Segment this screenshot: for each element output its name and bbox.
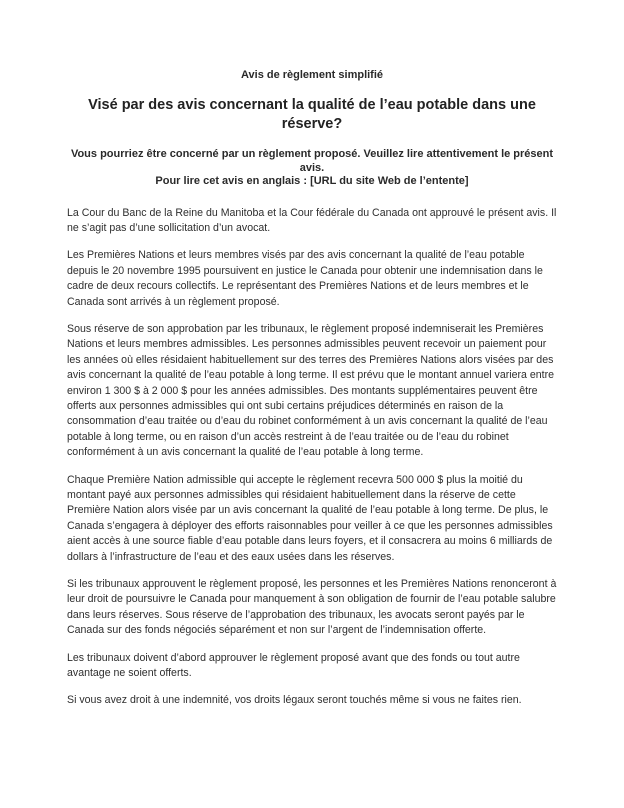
notice-paragraph-compensation-details: Sous réserve de son approbation par les tribunaux, le règlement proposé indemniserait les Premières Nations et leurs membres admissibles. Les personnes admissibles peuvent recevoir un paiement pour les années où elles résidaient habituellement sur des terres des Premières Nations alors visées par des avis concernant la qualité de l’eau potable à long terme. Il est prévu que le montant annuel variera entre environ 1 300 $ à 2 000 $ pour les années admissibles. Des montants supplémentaires peuvent être offerts aux personnes admissibles qui ont subi certains préjudices déterminés en raison de la consommation d’eau traitée ou d’eau du robinet conformément à un avis concernant la qualité de l’eau potable à long terme, ou en raison d’un accès restreint à de l’eau traitée ou de l’eau du robinet conformément à un avis concernant la qualité de l’eau potable à long terme. — [67, 322, 555, 459]
notice-paragraph-courts-approved: La Cour du Banc de la Reine du Manitoba et la Cour fédérale du Canada ont approuvé le présent avis. Il ne s’agit pas d’une sollicitation d’un avocat. — [67, 206, 557, 234]
notice-body — [67, 206, 557, 709]
notice-title: Visé par des avis concernant la qualité de l’eau potable dans une réserve? — [88, 97, 536, 132]
notice-kicker: Avis de règlement simplifié — [240, 69, 384, 81]
notice-paragraph-court-approval-required: Les tribunaux doivent d’abord approuver le règlement proposé avant que des fonds ou tout autre avantage ne soient offerts. — [67, 651, 520, 680]
notice-language-line: Pour lire cet avis en anglais : [URL du site Web de l’entente] — [155, 175, 469, 187]
notice-paragraph-class-actions: Les Premières Nations et leurs membres visés par des avis concernant la qualité de l’eau potable depuis le 20 novembre 1995 poursuivent en justice le Canada pour obtenir une indemnisation dans le cadre de deux recours collectifs. Le représentant des Premières Nations et de leurs membres et le Canada sont arrivés à un règlement proposé. — [67, 249, 543, 308]
notice-paragraph-first-nation-payment: Chaque Première Nation admissible qui accepte le règlement recevra 500 000 $ plus la moitié du montant payé aux personnes admissibles qui résidaient habituellement dans la réserve de cette Première Nation alors visée par un avis concernant la qualité de l’eau potable à long terme. De plus, le Canada s’engagera à déployer des efforts raisonnables pour veiller à ce que les personnes admissibles aient accès à une source fiable d’eau potable dans leurs foyers, et il consacrera au moins 6 milliards de dollars à l’infrastructure de l’eau et des eaux usées dans les réserves. — [67, 473, 553, 563]
notice-subtitle: Vous pourriez être concerné par un règlement proposé. Veuillez lire attentivement le présent avis. — [70, 148, 554, 174]
notice-paragraph-rights-affected: Si vous avez droit à une indemnité, vos droits légaux seront touchés même si vous ne faites rien. — [67, 694, 522, 707]
notice-paragraph-waiver-and-lawyers: Si les tribunaux approuvent le règlement proposé, les personnes et les Premières Nations renonceront à leur droit de poursuivre le Canada pour manquement à son obligation de fournir de l’eau potable salubre dans leurs réserves. Sous réserve de l’approbation des tribunaux, les avocats seront payés par le Canada sur des fonds négociés séparément et non sur l’argent de l’indemnisation offerte. — [67, 578, 557, 637]
